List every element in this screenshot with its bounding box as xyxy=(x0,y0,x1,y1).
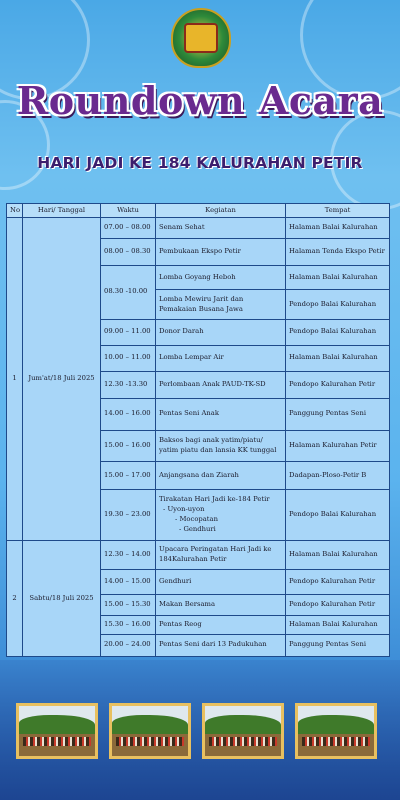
table-row xyxy=(7,218,390,239)
event-place: Pendopo Balai Kalurahan xyxy=(286,290,390,320)
event-place: Panggung Pentas Seni xyxy=(286,634,390,656)
table-header-row xyxy=(7,204,390,218)
event-activity: Pentas Seni dari 13 Padukuhan xyxy=(156,634,286,656)
event-place: Pendopo Balai Kalurahan xyxy=(286,490,390,541)
column-header-date: Hari/ Tanggal xyxy=(23,204,101,218)
event-activity: Makan Bersama xyxy=(156,595,286,616)
event-activity: Perlombaan Anak PAUD-TK-SD xyxy=(156,372,286,399)
event-activity: Lomba Mewiru Jarit dan Pemakaian Busana Jawa xyxy=(156,290,286,320)
day-date: Jum'at/18 Juli 2025 xyxy=(23,218,101,541)
event-subitem: - Mocopatan xyxy=(175,515,218,523)
event-place: Halaman Balai Kalurahan xyxy=(286,218,390,239)
event-place: Halaman Tenda Ekspo Petir xyxy=(286,239,390,266)
column-header-place: Tempat xyxy=(286,204,390,218)
event-activity: Lomba Lempar Air xyxy=(156,345,286,372)
event-place: Halaman Balai Kalurahan xyxy=(286,345,390,372)
event-place: Halaman Balai Kalurahan xyxy=(286,265,390,289)
event-time: 15.00 – 16.00 xyxy=(101,430,156,462)
event-time: 07.00 – 08.00 xyxy=(101,218,156,239)
event-place: Pendopo Kalurahan Petir xyxy=(286,595,390,616)
event-place: Panggung Pentas Seni xyxy=(286,398,390,430)
event-photo xyxy=(16,703,98,759)
emblem-shield-icon xyxy=(184,23,218,53)
event-place: Pendopo Kalurahan Petir xyxy=(286,372,390,399)
event-time: 08.30 -10.00 xyxy=(101,265,156,319)
event-activity: Tirakatan Hari Jadi ke-184 Petir xyxy=(159,495,270,504)
event-activity: Gendhuri xyxy=(156,569,286,595)
event-time: 14.00 – 16.00 xyxy=(101,398,156,430)
event-activity: Anjangsana dan Ziarah xyxy=(156,462,286,490)
event-activity: Pentas Reog xyxy=(156,616,286,634)
event-photo xyxy=(295,703,377,759)
event-place: Halaman Balai Kalurahan xyxy=(286,616,390,634)
event-subitem: - Uyon-uyon xyxy=(163,505,205,514)
event-photo xyxy=(109,703,191,759)
schedule-table xyxy=(6,203,389,657)
day-number: 1 xyxy=(7,218,23,541)
event-place: Pendopo Kalurahan Petir xyxy=(286,569,390,595)
event-activity: Pembukaan Ekspo Petir xyxy=(156,239,286,266)
event-time: 20.00 – 24.00 xyxy=(101,634,156,656)
event-time: 12.30 – 14.00 xyxy=(101,541,156,570)
event-activity: Lomba Goyang Heboh xyxy=(156,265,286,289)
event-place: Halaman Kalurahan Petir xyxy=(286,430,390,462)
event-activity: Baksos bagi anak yatim/piatu/ yatim piatu dan lansia KK tunggal xyxy=(156,430,286,462)
event-time: 08.00 – 08.30 xyxy=(101,239,156,266)
event-time: 09.00 – 11.00 xyxy=(101,320,156,346)
event-subitem: - Gendhuri xyxy=(179,524,216,533)
event-place: Pendopo Balai Kalurahan xyxy=(286,320,390,346)
event-place: Dadapan-Ploso-Petir B xyxy=(286,462,390,490)
page-subtitle: HARI JADI KE 184 KALURAHAN PETIR xyxy=(37,154,363,172)
event-activity: Senam Sehat xyxy=(156,218,286,239)
regency-emblem-logo xyxy=(171,8,231,68)
event-activity: Upacara Peringatan Hari Jadi ke 184Kalurahan Petir xyxy=(156,541,286,570)
event-time: 15.30 – 16.00 xyxy=(101,616,156,634)
event-time: 14.00 – 15.00 xyxy=(101,569,156,595)
event-time: 10.00 – 11.00 xyxy=(101,345,156,372)
column-header-time: Waktu xyxy=(101,204,156,218)
event-activity-with-subitems xyxy=(156,490,286,541)
event-time: 15.00 – 17.00 xyxy=(101,462,156,490)
event-time: 15.00 – 15.30 xyxy=(101,595,156,616)
day-date: Sabtu/18 Juli 2025 xyxy=(23,541,101,657)
event-photo xyxy=(202,703,284,759)
page-title: Roundown Acara xyxy=(16,78,384,123)
event-place: Halaman Balai Kalurahan xyxy=(286,541,390,570)
column-header-no: No xyxy=(7,204,23,218)
event-activity: Donor Darah xyxy=(156,320,286,346)
event-time: 12.30 -13.30 xyxy=(101,372,156,399)
day-number: 2 xyxy=(7,541,23,657)
event-activity: Pentas Seni Anak xyxy=(156,398,286,430)
table-row xyxy=(7,541,390,570)
event-time: 19.30 – 23.00 xyxy=(101,490,156,541)
column-header-activity: Kegiatan xyxy=(156,204,286,218)
